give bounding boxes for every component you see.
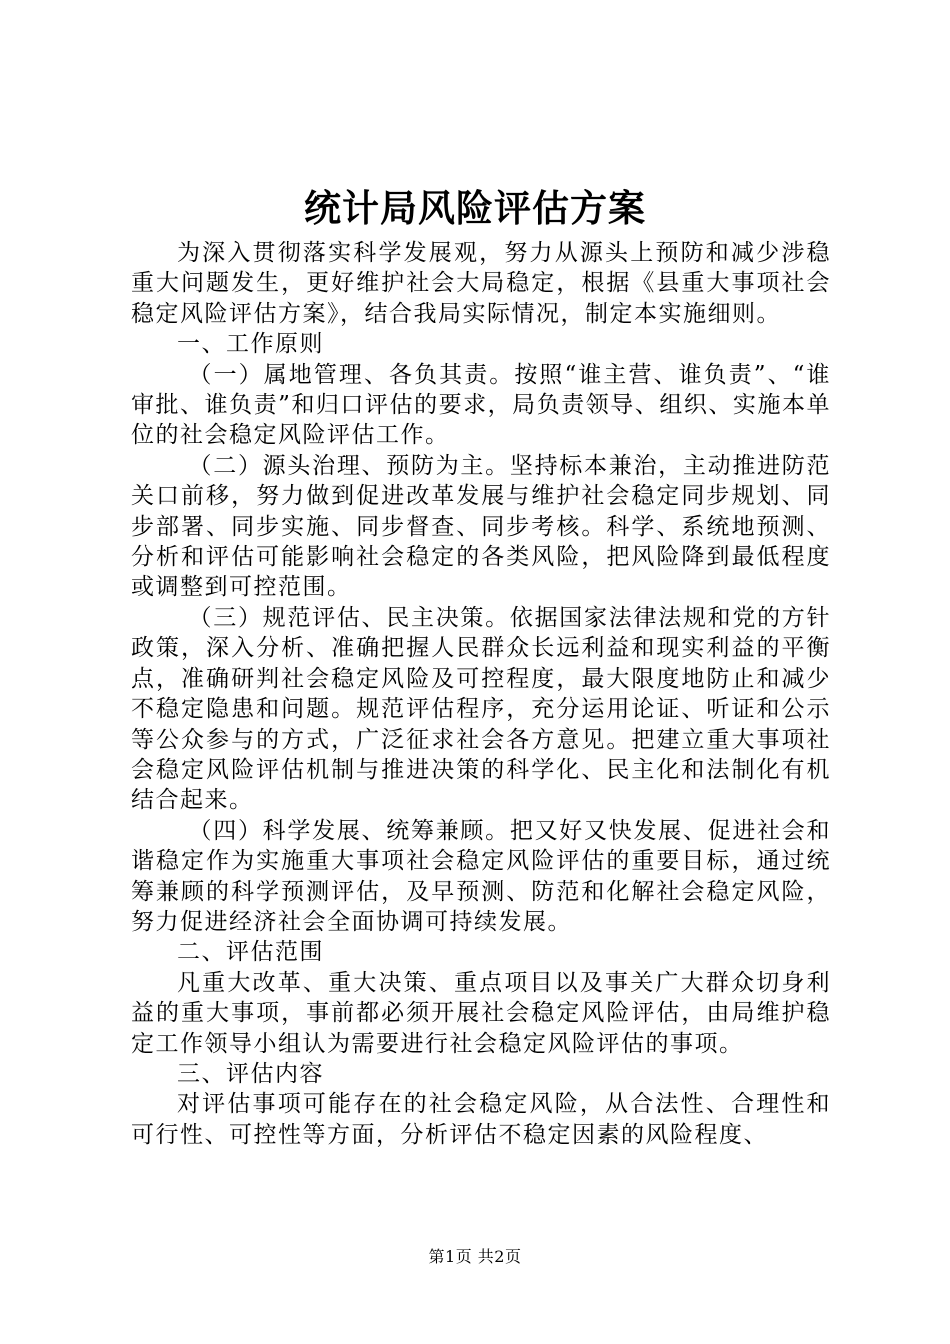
document-title: 统计局风险评估方案: [304, 186, 646, 230]
paragraph-principle-2: （二）源头治理、预防为主。坚持标本兼治，主动推进防范关口前移，努力做到促进改革发展与维护社会稳定同步规划、同步部署、同步实施、同步督查、同步考核。科学、系统地预测、分析和评估可能影响社会稳定的各类风险，把风险降到最低程度或调整到可控范围。: [131, 452, 831, 601]
paragraph-principle-1: （一）属地管理、各负其责。按照“谁主营、谁负责”、“谁审批、谁负责”和归口评估的要求，局负责领导、组织、实施本单位的社会稳定风险评估工作。: [131, 361, 831, 449]
section-heading-work-principles: 一、工作原则: [177, 331, 324, 358]
paragraph-scope: 凡重大改革、重大决策、重点项目以及事关广大群众切身利益的重大事项，事前都必须开展社会稳定风险评估，由局维护稳定工作领导小组认为需要进行社会稳定风险评估的事项。: [131, 969, 831, 1057]
paragraph-principle-4: （四）科学发展、统筹兼顾。把又好又快发展、促进社会和谐稳定作为实施重大事项社会稳定风险评估的重要目标，通过统筹兼顾的科学预测评估，及早预测、防范和化解社会稳定风险，努力促进经济社会全面协调可持续发展。: [131, 817, 831, 935]
paragraph-content: 对评估事项可能存在的社会稳定风险，从合法性、合理性和可行性、可控性等方面，分析评估不稳定因素的风险程度、: [131, 1091, 831, 1148]
section-heading-content: 三、评估内容: [177, 1060, 324, 1087]
page-number-footer: 第1页 共2页: [428, 1247, 522, 1266]
paragraph-intro: 为深入贯彻落实科学发展观，努力从源头上预防和减少涉稳重大问题发生，更好维护社会大局稳定，根据《县重大事项社会稳定风险评估方案》，结合我局实际情况，制定本实施细则。: [131, 240, 831, 327]
section-heading-scope: 二、评估范围: [177, 939, 324, 966]
paragraph-principle-3: （三）规范评估、民主决策。依据国家法律法规和党的方针政策，深入分析、准确把握人民群众长远利益和现实利益的平衡点，准确研判社会稳定风险及可控程度，最大限度地防止和减少不稳定隐患和问题。规范评估程序，充分运用论证、听证和公示等公众参与的方式，广泛征求社会各方意见。把建立重大事项社会稳定风险评估机制与推进决策的科学化、民主化和法制化有机结合起来。: [131, 604, 831, 814]
document-body: [131, 238, 831, 1150]
